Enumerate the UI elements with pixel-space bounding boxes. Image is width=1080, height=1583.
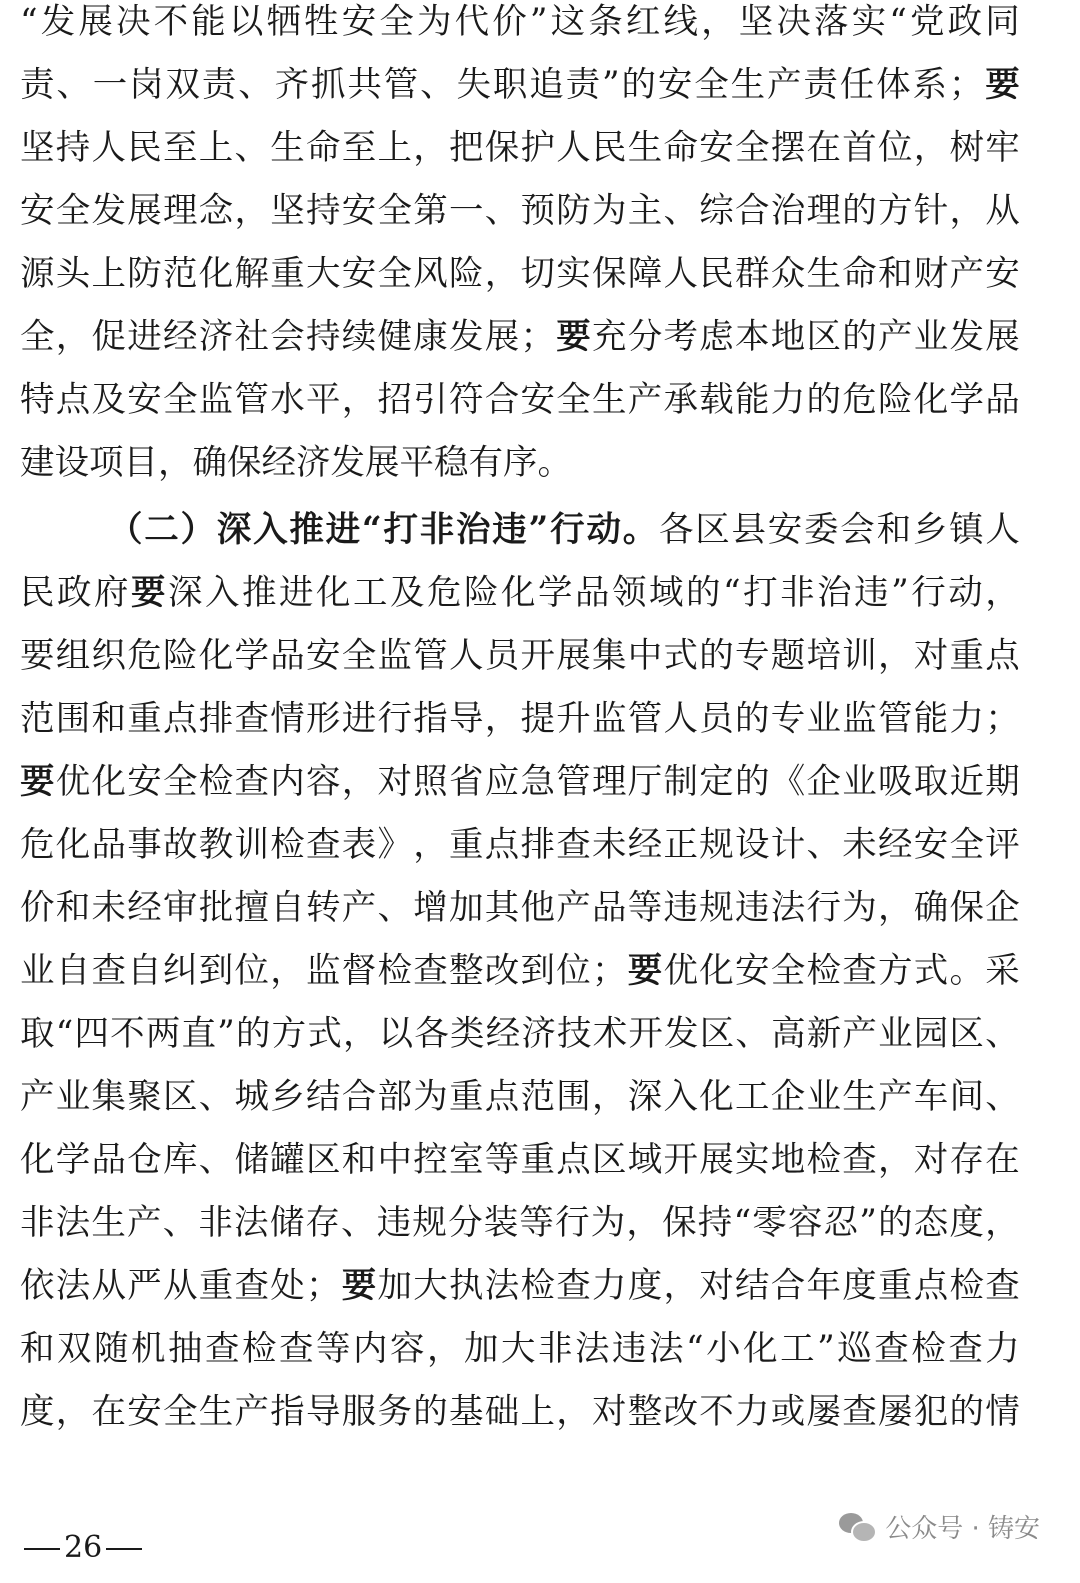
text-line: 业 自 查 自 纠 到 位 ， 监 督 检 查 整 改 到 位 ； 要 优 化 安 全 检 查 方 式 。 采 [20, 951, 1020, 991]
text-line: （ 二 ） 深 入 推 进 “ 打 非 治 违 ” 行 动 。 各 区 县 安 委 会 和 乡 镇 人 [108, 510, 1020, 550]
text-line: 源 头 上 防 范 化 解 重 大 安 全 风 险 ， 切 实 保 障 人 民 群 众 生 命 和 财 产 安 [20, 254, 1020, 294]
text-line: 取 “ 四 不 两 直 ” 的 方 式 ， 以 各 类 经 济 技 术 开 发 区 、 高 新 产 业 园 区 、 [20, 1014, 1020, 1054]
page-number-text: 26 [64, 1530, 103, 1565]
dash-right [106, 1548, 142, 1550]
text-line: 依 法 从 严 从 重 查 处 ； 要 加 大 执 法 检 查 力 度 ， 对 结 合 年 度 重 点 检 查 [20, 1266, 1020, 1306]
watermark [839, 1505, 1040, 1547]
text-line: 全 ， 促 进 经 济 社 会 持 续 健 康 发 展 ； 要 充 分 考 虑 本 地 区 的 产 业 发 展 [20, 317, 1020, 357]
text-line: 特 点 及 安 全 监 管 水 平 ， 招 引 符 合 安 全 生 产 承 载 能 力 的 危 险 化 学 品 [20, 380, 1020, 420]
text-line: 和 双 随 机 抽 查 检 查 等 内 容 ， 加 大 非 法 违 法 “ 小 化 工 ” 巡 查 检 查 力 [20, 1329, 1020, 1369]
text-line: 民 政 府 要 深 入 推 进 化 工 及 危 险 化 学 品 领 域 的 “ 打 非 治 违 ” 行 动 ， [20, 573, 1020, 613]
text-line: 安 全 发 展 理 念 ， 坚 持 安 全 第 一 、 预 防 为 主 、 综 合 治 理 的 方 针 ， 从 [20, 191, 1020, 231]
text-line: 度 ， 在 安 全 生 产 指 导 服 务 的 基 础 上 ， 对 整 改 不 力 或 屡 查 屡 犯 的 情 [20, 1392, 1020, 1432]
text-line: 危 化 品 事 故 教 训 检 查 表 》 ， 重 点 排 查 未 经 正 规 设 计 、 未 经 安 全 评 [20, 825, 1020, 865]
text-line: 坚 持 人 民 至 上 、 生 命 至 上 ， 把 保 护 人 民 生 命 安 全 摆 在 首 位 ， 树 牢 [20, 128, 1020, 168]
text-line: 要 优 化 安 全 检 查 内 容 ， 对 照 省 应 急 管 理 厅 制 定 的 《 企 业 吸 取 近 期 [20, 762, 1020, 802]
page-number [20, 1528, 146, 1568]
text-line: “ 发 展 决 不 能 以 牺 牲 安 全 为 代 价 ” 这 条 红 线 ， 坚 决 落 实 “ 党 政 同 [20, 2, 1020, 42]
text-line: 化 学 品 仓 库 、 储 罐 区 和 中 控 室 等 重 点 区 域 开 展 实 地 检 查 ， 对 存 在 [20, 1140, 1020, 1180]
text-line: 非 法 生 产 、 非 法 储 存 、 违 规 分 装 等 行 为 ， 保 持 “ 零 容 忍 ” 的 态 度 ， [20, 1203, 1020, 1243]
text-line: 要 组 织 危 险 化 学 品 安 全 监 管 人 员 开 展 集 中 式 的 专 题 培 训 ， 对 重 点 [20, 636, 1020, 676]
wechat-icon [839, 1511, 875, 1541]
text-line: 范 围 和 重 点 排 查 情 形 进 行 指 导 ， 提 升 监 管 人 员 的 专 业 监 管 能 力 ； [20, 699, 1020, 739]
watermark-text: 公众号 · 铸安 [885, 1513, 1040, 1544]
text-line: 建 设 项 目 ， 确 保 经 济 发 展 平 稳 有 序 。 [20, 443, 572, 483]
text-line: 产 业 集 聚 区 、 城 乡 结 合 部 为 重 点 范 围 ， 深 入 化 工 企 业 生 产 车 间 、 [20, 1077, 1020, 1117]
text-line: 价 和 未 经 审 批 擅 自 转 产 、 增 加 其 他 产 品 等 违 规 违 法 行 为 ， 确 保 企 [20, 888, 1020, 928]
dash-left [24, 1548, 60, 1550]
text-line: 责 、 一 岗 双 责 、 齐 抓 共 管 、 失 职 追 责 ” 的 安 全 生 产 责 任 体 系 ； 要 [20, 65, 1020, 105]
